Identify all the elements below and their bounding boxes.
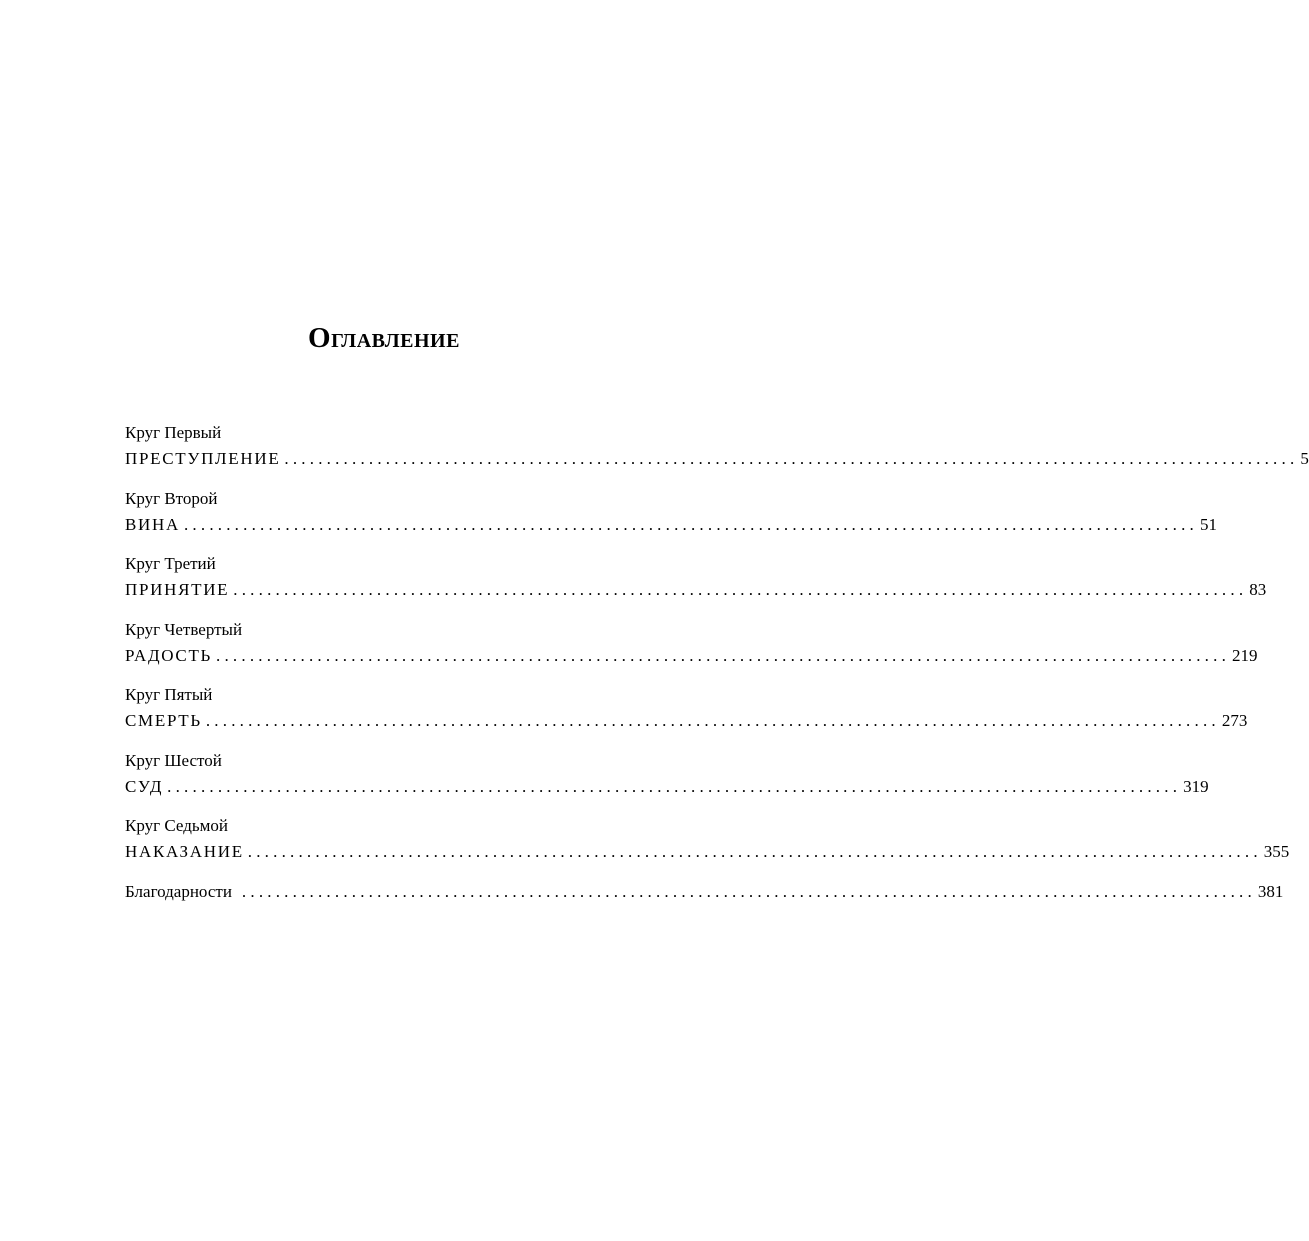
dot-leader: ........................................................................................................................ (167, 776, 1182, 796)
toc-entry-circle-7 (125, 813, 1290, 865)
dot-leader: ........................................................................................................................ (205, 711, 1220, 730)
circle-label: Круг Четвертый (125, 619, 243, 639)
circle-label: Круг Первый (125, 423, 222, 442)
toc-line[interactable] (125, 512, 1217, 538)
toc-entry-acknowledgments (125, 879, 1284, 905)
toc-entry-circle-4 (125, 617, 1258, 669)
page-number: 83 (1249, 580, 1267, 599)
toc-line[interactable] (125, 774, 1209, 800)
page-number: 319 (1183, 776, 1209, 796)
section-title: НАКАЗАНИЕ (125, 842, 244, 861)
page-number: 273 (1221, 711, 1248, 730)
toc-entry-circle-5 (125, 682, 1248, 734)
dot-leader: ........................................................................................................................ (216, 645, 1231, 665)
dot-leader: ........................................................................................................................ (183, 514, 1198, 534)
toc-title: Оглавление (308, 322, 460, 354)
toc-line[interactable] (125, 879, 1284, 905)
section-title: ПРЕСТУПЛЕНИЕ (125, 449, 281, 468)
page-number: 51 (1199, 514, 1217, 534)
section-title: РАДОСТЬ (125, 645, 213, 665)
section-title: СУД (125, 776, 164, 796)
circle-label: Круг Пятый (125, 685, 213, 704)
page-number: 5 (1300, 449, 1309, 468)
circle-label: Круг Второй (125, 488, 218, 508)
toc-line[interactable] (125, 839, 1290, 865)
section-title: СМЕРТЬ (125, 711, 202, 730)
toc-line[interactable] (125, 708, 1248, 734)
toc-entry-circle-2 (125, 486, 1217, 538)
section-title: ПРИНЯТИЕ (125, 580, 230, 599)
dot-leader: ........................................................................................................................ (284, 449, 1299, 468)
toc-entry-circle-1 (125, 420, 1309, 472)
toc-line[interactable] (125, 577, 1267, 603)
page-number: 355 (1263, 842, 1290, 861)
page-number: 381 (1257, 881, 1284, 901)
circle-label: Круг Шестой (125, 750, 222, 770)
toc-line[interactable] (125, 643, 1258, 669)
toc-line[interactable] (125, 446, 1309, 472)
table-of-contents (125, 420, 1309, 918)
page-number: 219 (1232, 645, 1258, 665)
dot-leader: ........................................................................................................................ (247, 842, 1262, 861)
toc-entry-circle-6 (125, 748, 1209, 800)
dot-leader: ........................................................................................................................ (241, 881, 1256, 901)
dot-leader: ........................................................................................................................ (233, 580, 1248, 599)
toc-entry-circle-3 (125, 551, 1267, 603)
section-title: Благодарности (125, 881, 232, 901)
section-title: ВИНА (125, 514, 180, 534)
circle-label: Круг Третий (125, 554, 216, 573)
circle-label: Круг Седьмой (125, 816, 228, 835)
